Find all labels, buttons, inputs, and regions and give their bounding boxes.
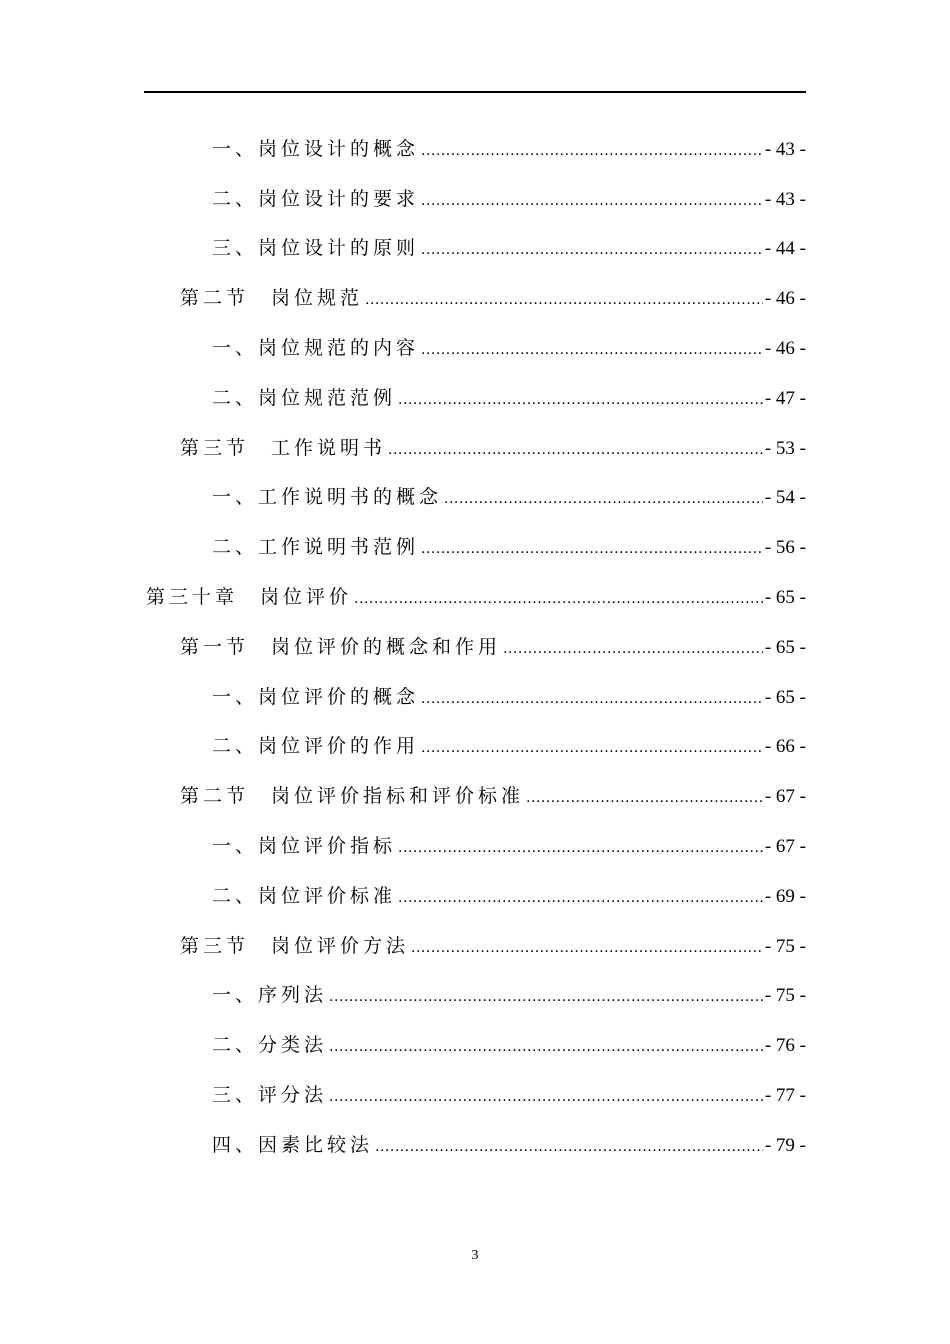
toc-dot-leader (329, 985, 763, 1009)
toc-entry-prefix: 第三节 (180, 436, 250, 459)
toc-page-number: - 43 - (764, 138, 806, 160)
toc-entry-link[interactable] (212, 1133, 806, 1159)
toc-entry-prefix: 第一节 (180, 635, 250, 658)
toc-row (0, 225, 950, 275)
toc-entry-link[interactable] (212, 336, 806, 362)
toc-entry-title: 评分法 (258, 1084, 328, 1107)
toc-entry-label (212, 187, 419, 211)
toc-entry-label (212, 1133, 373, 1157)
toc-row (0, 922, 950, 972)
toc-dot-leader (398, 836, 763, 860)
toc-entry-link[interactable] (212, 386, 806, 412)
toc-row (0, 673, 950, 723)
toc-entry-link[interactable] (212, 734, 806, 760)
toc-entry-link[interactable] (212, 535, 806, 561)
toc-page-number: - 47 - (764, 387, 806, 409)
toc-page-number: - 46 - (764, 288, 806, 310)
toc-dot-leader (398, 388, 763, 412)
toc-entry-link[interactable] (180, 784, 806, 810)
toc-entry-label (212, 1083, 327, 1107)
toc-entry-label (212, 386, 396, 410)
toc-entry-link[interactable] (212, 884, 806, 910)
toc-entry-prefix: 二、 (212, 884, 259, 907)
toc-row (0, 972, 950, 1022)
toc-row (0, 474, 950, 524)
toc-entry-title: 因素比较法 (258, 1133, 374, 1156)
toc-entry-link[interactable] (212, 485, 806, 511)
toc-dot-leader (421, 139, 763, 163)
toc-entry-link[interactable] (180, 436, 806, 462)
toc-dot-leader (444, 487, 763, 511)
toc-entry-label (212, 734, 419, 758)
toc-entry-label (212, 983, 327, 1007)
toc-entry-prefix: 第二节 (180, 785, 250, 808)
toc-dot-leader (526, 786, 763, 810)
toc-entry-link[interactable] (212, 236, 806, 262)
toc-entry-label (180, 286, 363, 310)
toc-dot-leader (329, 1035, 763, 1059)
toc-entry-prefix: 第三十章 (146, 586, 239, 609)
toc-dot-leader (421, 238, 763, 262)
toc-entry-title: 岗位评价方法 (271, 934, 410, 957)
toc-page-number: - 75 - (764, 935, 806, 957)
toc-row (0, 1071, 950, 1121)
toc-entry-title: 岗位设计的原则 (258, 237, 420, 260)
toc-entry-title: 序列法 (258, 984, 328, 1007)
toc-page-number: - 67 - (764, 786, 806, 808)
toc-page-number: - 69 - (764, 885, 806, 907)
toc-entry-link[interactable] (212, 137, 806, 163)
toc-dot-leader (421, 736, 763, 760)
toc-dot-leader (503, 637, 763, 661)
toc-entry-label (146, 585, 352, 609)
toc-page-number: - 66 - (764, 736, 806, 758)
toc-entry-link[interactable] (212, 983, 806, 1009)
toc-row (0, 125, 950, 175)
toc-dot-leader (421, 537, 763, 561)
toc-entry-link[interactable] (212, 187, 806, 213)
toc-entry-title: 工作说明书范例 (258, 536, 420, 559)
toc-entry-link[interactable] (180, 934, 806, 960)
toc-entry-label (180, 934, 409, 958)
toc-row (0, 523, 950, 573)
toc-dot-leader (365, 288, 763, 312)
toc-row (0, 822, 950, 872)
toc-entry-label (212, 884, 396, 908)
toc-entry-link[interactable] (212, 1033, 806, 1059)
toc-entry-link[interactable] (146, 585, 806, 611)
toc-row (0, 573, 950, 623)
toc-row (0, 274, 950, 324)
toc-page-number: - 53 - (764, 437, 806, 459)
toc-entry-title: 岗位评价的概念 (258, 685, 420, 708)
toc-dot-leader (329, 1085, 763, 1109)
toc-dot-leader (421, 189, 763, 213)
toc-entry-prefix: 二、 (212, 187, 259, 210)
header-rule (144, 91, 806, 93)
toc-entry-prefix: 二、 (212, 1034, 259, 1057)
toc-page-number: - 79 - (764, 1134, 806, 1156)
toc-entry-label (180, 784, 524, 808)
toc-entry-title: 岗位评价指标 (258, 835, 397, 858)
toc-row (0, 175, 950, 225)
toc-row (0, 723, 950, 773)
toc-entry-title: 岗位规范 (271, 287, 364, 310)
toc-entry-prefix: 一、 (212, 337, 259, 360)
toc-row (0, 872, 950, 922)
toc-entry-label (212, 685, 419, 709)
toc-entry-label (212, 834, 396, 858)
toc-entry-title: 岗位评价标准 (258, 884, 397, 907)
toc-page-number: - 46 - (764, 338, 806, 360)
toc-entry-label (212, 535, 419, 559)
toc-entry-prefix: 二、 (212, 386, 259, 409)
toc-entry-prefix: 第三节 (180, 934, 250, 957)
toc-entry-prefix: 二、 (212, 735, 259, 758)
toc-entry-prefix: 一、 (212, 835, 259, 858)
toc-row (0, 772, 950, 822)
toc-entry-prefix: 二、 (212, 536, 259, 559)
toc-row (0, 1121, 950, 1171)
toc-entry-label (180, 635, 501, 659)
toc-page-number: - 44 - (764, 238, 806, 260)
toc-row (0, 374, 950, 424)
toc-entry-title: 工作说明书的概念 (258, 486, 443, 509)
toc-dot-leader (354, 587, 763, 611)
toc-page-number: - 65 - (764, 587, 806, 609)
toc-entry-label (212, 1033, 327, 1057)
toc-page-number: - 65 - (764, 686, 806, 708)
toc-entry-label (212, 137, 419, 161)
toc-dot-leader (421, 338, 763, 362)
toc-entry-title: 岗位评价指标和评价标准 (271, 785, 525, 808)
toc-page-number: - 56 - (764, 537, 806, 559)
toc-entry-title: 岗位设计的要求 (258, 187, 420, 210)
toc-entry-label (212, 336, 419, 360)
toc-entry-title: 岗位规范的内容 (258, 337, 420, 360)
toc-entry-prefix: 三、 (212, 237, 259, 260)
toc-dot-leader (411, 936, 763, 960)
toc-page-number: - 65 - (764, 636, 806, 658)
toc-page-number: - 67 - (764, 836, 806, 858)
toc-entry-title: 分类法 (258, 1034, 328, 1057)
toc-entry-label (180, 436, 386, 460)
toc-row (0, 424, 950, 474)
toc-row (0, 623, 950, 673)
toc-dot-leader (398, 886, 763, 910)
toc-entry-title: 工作说明书 (271, 436, 387, 459)
toc-dot-leader (421, 687, 763, 711)
toc-entry-prefix: 三、 (212, 1084, 259, 1107)
toc-dot-leader (375, 1135, 763, 1159)
page-number: 3 (471, 1248, 479, 1263)
toc-entry-title: 岗位设计的概念 (258, 137, 420, 160)
toc-entry-prefix: 第二节 (180, 287, 250, 310)
toc-page-number: - 76 - (764, 1035, 806, 1057)
toc-entry-link[interactable] (212, 685, 806, 711)
toc-entry-title: 岗位评价的概念和作用 (271, 635, 502, 658)
toc-entry-label (212, 485, 442, 509)
toc-entry-prefix: 一、 (212, 984, 259, 1007)
toc-entry-prefix: 一、 (212, 486, 259, 509)
toc-entry-title: 岗位评价的作用 (258, 735, 420, 758)
toc-entry-prefix: 四、 (212, 1133, 259, 1156)
toc-entry-prefix: 一、 (212, 137, 259, 160)
toc-page-number: - 75 - (764, 985, 806, 1007)
toc-entry-label (212, 236, 419, 260)
toc-entry-title: 岗位评价 (260, 586, 353, 609)
toc-entry-link[interactable] (180, 286, 806, 312)
toc-page-number: - 54 - (764, 487, 806, 509)
toc-page-number: - 43 - (764, 188, 806, 210)
toc-dot-leader (388, 438, 763, 462)
toc-entry-link[interactable] (212, 1083, 806, 1109)
toc-entry-link[interactable] (180, 635, 806, 661)
toc-row (0, 324, 950, 374)
table-of-contents (0, 125, 950, 1171)
toc-row (0, 1021, 950, 1071)
toc-entry-title: 岗位规范范例 (258, 386, 397, 409)
toc-entry-prefix: 一、 (212, 685, 259, 708)
toc-page-number: - 77 - (764, 1085, 806, 1107)
toc-entry-link[interactable] (212, 834, 806, 860)
